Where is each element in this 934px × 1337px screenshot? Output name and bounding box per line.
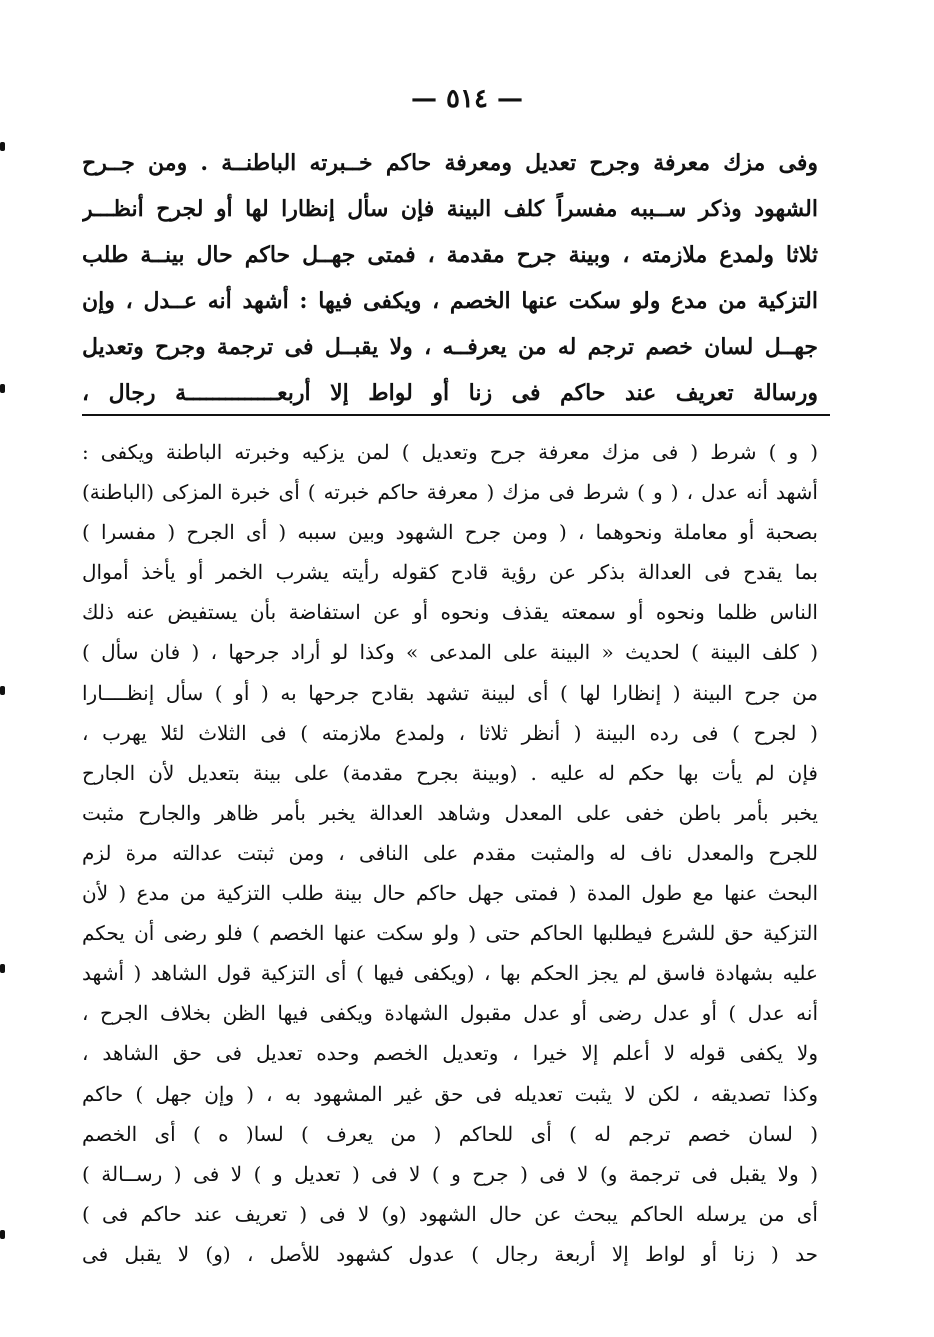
- main-text-line: وفى مزك معرفة وجرح تعديل ومعرفة حاكم خــبرته الباطنــة . ومن جــرح: [82, 150, 818, 176]
- scan-margin-mark: [0, 384, 5, 393]
- main-text-block: [82, 140, 818, 416]
- commentary-line: أى من يرسله الحاكم يبحث عن حال الشهود (و) لا فى ( تعريف عند حاكم فى ): [82, 1201, 818, 1226]
- commentary-line: ( كلف البينة ) لحديث « البينة على المدعى » وكذا لو أراد جرحها ، ( فان سأل ): [82, 640, 818, 665]
- scan-margin-mark: [0, 686, 5, 695]
- commentary-line: يخبر بأمر باطن خفى على المعدل وشاهد العدالة يخبر بأمر ظاهر والجارح مثبت: [82, 800, 818, 825]
- commentary-line: للجرح والمعدل ناف له والمثبت مقدم على النافى ، ومن ثبتت عدالته مرة لزم: [82, 840, 818, 865]
- page-number: — ٥١٤ —: [410, 84, 524, 114]
- main-text-line: الشهود وذكر ســببه مفسراً كلف البينة فإن سأل إنظارا لها أو لجرح أنظـــر: [82, 196, 818, 222]
- commentary-line: ( لجرح ) فى رده البينة ( أنظر ثلاثا ، ولمدع ملازمته ) فى الثلاث لئلا يهرب ،: [82, 720, 818, 745]
- commentary-line: فإن لم يأت بها حكم له عليه . (وبينة بجرح مقدمة) على بينة بتعديل لأن الجارح: [82, 760, 818, 785]
- commentary-line: التزكية حق للشرع فيطلبها الحاكم حتى ( ولو سكت عنها الخصم ) فلو رضى أن يحكم: [82, 921, 818, 946]
- scan-margin-mark: [0, 964, 5, 973]
- commentary-line: أنه عدل ) أو عدل رضى أو عدل مقبول الشهادة ويكفى فيها الظن بخلاف الجرح ،: [82, 1001, 818, 1026]
- commentary-line: ولا يكفى قوله لا أعلم إلا خيرا ، وتعديل الخصم وحده تعديل فى حق الشاهد ،: [82, 1041, 818, 1066]
- main-text-line: ورسالة تعريف عند حاكم فى زنا أو لواط إلا أربعــــــــــــــة رجال ،: [82, 380, 818, 406]
- commentary-line: بما يقدح فى العدالة بذكر عن رؤية قادح كقوله رأيته يشرب الخمر أو يأخذ أموال: [82, 560, 818, 585]
- commentary-line: ( ولا يقبل فى ترجمة و) لا فى ( جرح و ) لا فى ( تعديل و ) لا فى ( رســالة ): [82, 1161, 818, 1186]
- section-divider: [82, 414, 830, 416]
- main-text-line: التزكية من مدع ولو سكت عنها الخصم ، ويكفى فيها : أشهد أنه عــدل ، وإن: [82, 288, 818, 314]
- commentary-line: أشهد أنه عدل ، ( و ) شرط فى مزك ( معرفة حاكم خبرته ) أى خبرة المزكى (الباطنة): [82, 480, 818, 505]
- commentary-line: البحث عنها مع طول المدة ( فمتى جهل حاكم حال بينة طلب التزكية من مدع ( لأن: [82, 881, 818, 906]
- commentary-line: من جرح البينة ( إنظارا لها ) أى لبينة تشهد بقادح جرحها به ( أو ) سأل إنظــــارا: [82, 680, 818, 705]
- commentary-block: [82, 432, 818, 1274]
- commentary-line: عليه بشهادة فاسق لم يجز الحكم بها ، (ويكفى فيها ) أى التزكية قول الشاهد ( أشهد: [82, 961, 818, 986]
- main-text-line: جهــل لسان خصم ترجم له من يعرفــه ، ولا يقبــل فى ترجمة وجرح وتعديل: [82, 334, 818, 360]
- scan-margin-mark: [0, 142, 5, 151]
- scan-margin-mark: [0, 1230, 5, 1239]
- main-text-line: ثلاثا ولمدع ملازمته ، وبينة جرح مقدمة ، فمتى جهــل حاكم حال بينــة طلب: [82, 242, 818, 268]
- commentary-line: ( لسان خصم ترجم له ) أى للحاكم ( من يعرف ) لسا( ه ) أى الخصم: [82, 1121, 818, 1146]
- commentary-line: حد ( زنا أو لواط إلا أربعة رجال ) عدول كشهود للأصل ، (و) لا يقبل فى: [82, 1241, 818, 1266]
- commentary-line: الناس ظلما ونحوه أو سمعته يقذف ونحوه أو عن استفاضة بأن يستفيض عنه ذلك: [82, 600, 818, 625]
- commentary-line: بصحبة أو معاملة ونحوهما ، ( ومن جرح الشهود وبين سببه ( أى الجرح ( مفسرا ): [82, 520, 818, 545]
- commentary-line: وكذا تصديقه ، لكن لا يثبت تعديله فى حق غير المشهود به ، ( وإن جهل ) حاكم: [82, 1081, 818, 1106]
- commentary-line: ( و ) شرط ( فى مزك معرفة جرح وتعديل ) لمن يزكيه وخبرته الباطنة ويكفى :: [82, 440, 818, 464]
